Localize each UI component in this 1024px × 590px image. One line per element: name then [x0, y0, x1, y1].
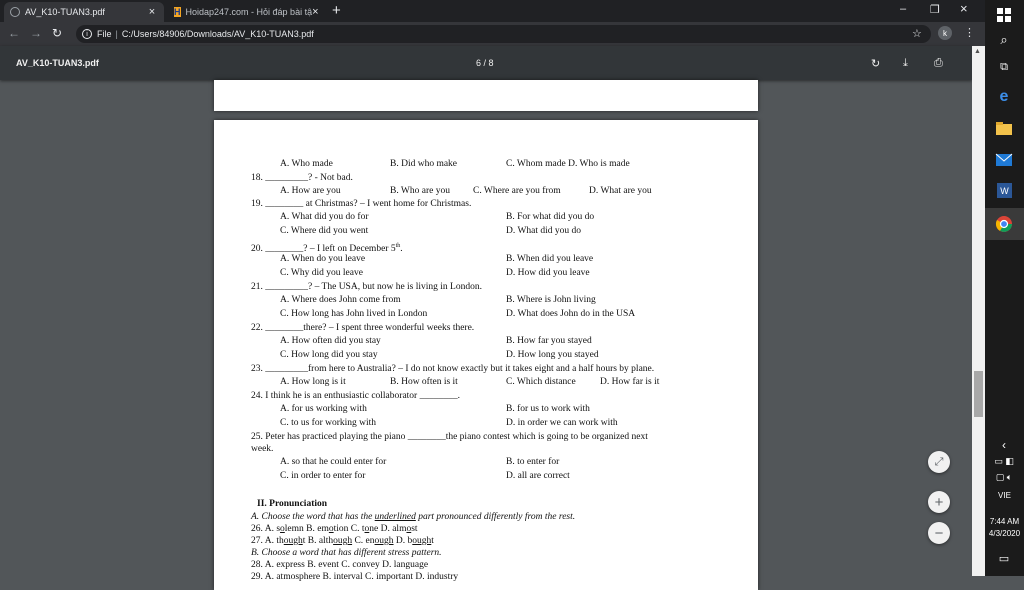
text-run: B. Where is John living	[506, 295, 596, 305]
pdf-title: AV_K10-TUAN3.pdf	[16, 58, 99, 68]
back-icon[interactable]: ←	[8, 26, 20, 40]
url-path: C:/Users/84906/Downloads/AV_K10-TUAN3.pdf	[121, 29, 314, 39]
text-run: 19. ________ at Christmas? – I went home for Christmas.	[251, 199, 472, 209]
document-line	[251, 535, 434, 547]
text-run: .	[400, 244, 403, 255]
window-close-icon[interactable]: ×	[960, 1, 968, 16]
url-scheme: File	[97, 29, 112, 39]
text-run: B. Who are you	[390, 186, 450, 196]
chevron-up-icon[interactable]: ‹	[1002, 438, 1006, 452]
text-run: C. Whom made D. Who is made	[506, 159, 630, 169]
document-line	[280, 308, 427, 320]
text-run: 26. A. s	[251, 524, 281, 534]
text-run: C. Why did you leave	[280, 268, 363, 278]
windows-taskbar	[985, 0, 1024, 576]
document-line	[251, 547, 442, 559]
text-run: C. Where are you from	[473, 186, 561, 196]
text-run: 27. A. th	[251, 536, 284, 546]
notification-icon[interactable]: ▭	[998, 552, 1010, 565]
text-run: B. Choose a word that has different stress pattern.	[251, 548, 442, 558]
text-run: A. Who made	[280, 159, 333, 169]
text-run: week.	[251, 444, 274, 454]
text-run: D. in order we can work with	[506, 418, 618, 428]
text-run: ne D. alm	[369, 524, 407, 534]
document-line	[390, 185, 450, 197]
text-run: underlined	[374, 512, 416, 522]
document-line	[251, 198, 471, 210]
text-run: D. How long you stayed	[506, 350, 599, 360]
text-run: t B. alth	[302, 536, 334, 546]
text-run: C. How long has John lived in London	[280, 309, 428, 319]
text-run: D. b	[393, 536, 413, 546]
document-line	[280, 253, 365, 265]
volume-icon[interactable]: ▢ 🔈︎	[995, 471, 1013, 482]
text-run: B. For what did you do	[506, 212, 595, 222]
tab-strip	[0, 0, 985, 22]
zoom-out-button[interactable]: −	[928, 522, 950, 544]
document-line	[506, 211, 594, 223]
restore-icon[interactable]: ❐	[930, 4, 940, 16]
file-explorer-icon[interactable]	[994, 118, 1014, 138]
clock-date[interactable]: 4/3/2020	[988, 529, 1021, 538]
search-icon[interactable]: ⌕	[1000, 32, 1008, 47]
document-line	[251, 443, 273, 455]
text-run: st	[411, 524, 418, 534]
document-line	[506, 470, 570, 482]
text-run: A. What did you do for	[280, 212, 369, 222]
text-run: C. in order to enter for	[280, 471, 366, 481]
text-run: o	[280, 524, 285, 534]
text-run: 22. ________there? – I spent three wonderful weeks there.	[251, 323, 475, 333]
document-line	[280, 158, 333, 170]
document-line	[506, 225, 581, 237]
text-run: B. How far you stayed	[506, 336, 592, 346]
text-run: D. What did you do	[506, 226, 582, 236]
text-run: B. How often is it	[390, 377, 458, 387]
text-run: C. to us for working with	[280, 418, 377, 428]
text-run: th	[395, 243, 401, 249]
edge-icon[interactable]: e	[999, 88, 1009, 105]
text-run: D. all are correct	[506, 471, 570, 481]
text-run: C. Where did you went	[280, 226, 369, 236]
text-run: A. Where does John come from	[280, 295, 401, 305]
document-line	[251, 172, 353, 184]
new-tab-button[interactable]: +	[332, 2, 341, 19]
text-run: ough	[333, 536, 353, 546]
text-run: ough	[412, 536, 432, 546]
text-run: o	[328, 524, 334, 534]
print-icon[interactable]: ⎙	[934, 57, 943, 69]
scrollbar-thumb[interactable]	[974, 371, 983, 417]
text-run: A. so that he could enter for	[280, 457, 387, 467]
document-line	[506, 376, 576, 388]
text-run: D. What does John do in the USA	[506, 309, 636, 319]
document-line	[506, 349, 599, 361]
document-line	[280, 335, 381, 347]
text-run: 24. I think he is an enthusiastic collaborator ________.	[251, 391, 460, 401]
text-run: ough	[283, 536, 303, 546]
document-line	[506, 308, 635, 320]
text-run: B. for us to work with	[506, 404, 590, 414]
windows-start-icon[interactable]	[994, 5, 1014, 25]
chrome-icon[interactable]	[994, 214, 1014, 234]
text-run: 25. Peter has practiced playing the piano ________the piano contest which is going to be organized next	[251, 432, 648, 442]
text-run: 21. _________? – The USA, but now he is living in London.	[251, 282, 482, 292]
text-run: tion C. t	[333, 524, 365, 534]
tab-pdf[interactable]	[4, 2, 164, 22]
text-run: B. When did you leave	[506, 254, 594, 264]
document-line	[390, 376, 458, 388]
tab-title: AV_K10-TUAN3.pdf	[25, 7, 105, 17]
clock-time[interactable]: 7:44 AM	[989, 517, 1020, 526]
language-indicator[interactable]: VIE	[998, 491, 1011, 500]
document-line	[251, 523, 418, 535]
text-run: A. How are you	[280, 186, 341, 196]
document-line	[506, 253, 593, 265]
text-run: II. Pronunciation	[257, 499, 328, 509]
text-run: C. en	[352, 536, 375, 546]
document-line	[251, 431, 648, 443]
text-run: A. How long is it	[280, 377, 346, 387]
minimize-icon[interactable]: –	[900, 3, 907, 15]
info-icon[interactable]: i	[82, 29, 92, 39]
document-line	[280, 417, 376, 429]
document-line	[506, 294, 596, 306]
text-run: B. to enter for	[506, 457, 560, 467]
pdf-page	[214, 120, 758, 590]
text-run: lemn B. em	[284, 524, 329, 534]
tab-title: Hoidap247.com - Hỏi đáp bài tậ	[185, 7, 313, 17]
text-run: C. Which distance	[506, 377, 576, 387]
document-line	[280, 349, 378, 361]
profile-avatar[interactable]: k	[938, 26, 952, 40]
battery-network-icon[interactable]: ▭ ◧	[994, 455, 1014, 466]
bookmark-star-icon[interactable]: ☆	[912, 28, 922, 40]
zoom-in-button[interactable]: +	[928, 491, 950, 513]
document-line	[251, 511, 575, 523]
text-run: A. for us working with	[280, 404, 367, 414]
document-line	[390, 158, 457, 170]
text-run: part pronounced differently from the rest.	[415, 512, 576, 522]
reload-icon[interactable]: ↻	[52, 26, 63, 40]
document-line	[251, 363, 654, 375]
document-line	[506, 335, 592, 347]
document-line	[251, 571, 458, 583]
text-run: 23. _________from here to Australia? – I do not know exactly but it takes eight and a half hours by plane.	[251, 364, 655, 374]
word-icon[interactable]	[994, 180, 1014, 200]
document-line	[257, 498, 327, 510]
document-line	[280, 376, 346, 388]
document-line	[251, 559, 428, 571]
text-run: D. How did you leave	[506, 268, 590, 278]
document-line	[280, 294, 401, 306]
text-run: A. Choose the word that has the	[251, 512, 375, 522]
close-tab-icon[interactable]: ×	[148, 6, 156, 18]
text-run: C. How long did you stay	[280, 350, 378, 360]
text-run: D. What are you	[589, 186, 652, 196]
text-run: A. When do you leave	[280, 254, 366, 264]
document-line	[280, 225, 368, 237]
text-run: o	[406, 524, 412, 534]
pdf-toolbar	[0, 46, 972, 80]
address-bar[interactable]: i File | C:/Users/84906/Downloads/AV_K10-TUAN3.pdf	[76, 25, 931, 43]
text-run: D. How far is it	[600, 377, 660, 387]
document-line	[251, 281, 482, 293]
vertical-scrollbar[interactable]	[972, 46, 985, 576]
page-indicator: 6 / 8	[476, 58, 494, 68]
document-line	[506, 158, 630, 170]
pdf-page-previous	[214, 80, 758, 111]
forward-icon[interactable]: →	[30, 26, 42, 40]
menu-kebab-icon[interactable]: ⋮	[964, 27, 975, 39]
tab-hoidap[interactable]	[168, 2, 324, 22]
close-tab-icon[interactable]: ×	[312, 6, 319, 18]
text-run: 18. _________? - Not bad.	[251, 173, 353, 183]
text-run: A. How often did you stay	[280, 336, 381, 346]
text-run: 20. ________? – I left on December 5	[251, 244, 396, 255]
download-icon[interactable]: ⤓	[903, 57, 908, 69]
hoidap-logo-icon: H	[174, 7, 181, 17]
document-line	[280, 211, 368, 223]
mail-icon[interactable]	[994, 150, 1014, 170]
document-line	[600, 376, 659, 388]
document-line	[280, 456, 386, 468]
text-run: ough	[374, 536, 394, 546]
document-line	[280, 267, 363, 279]
document-line	[251, 390, 460, 402]
rotate-icon[interactable]: ↻	[871, 58, 881, 70]
svg-text:W: W	[999, 185, 1009, 196]
document-line	[506, 267, 590, 279]
document-line	[506, 456, 559, 468]
document-line	[506, 403, 590, 415]
fit-page-button[interactable]: ⤢	[928, 451, 950, 473]
browser-toolbar	[0, 22, 985, 46]
document-line	[280, 470, 365, 482]
document-line	[280, 403, 367, 415]
text-run: 29. A. atmosphere B. interval C. important D. industry	[251, 572, 459, 582]
text-run: 28. A. express B. event C. convey D. language	[251, 560, 429, 570]
text-run: t	[431, 536, 434, 546]
scroll-up-icon[interactable]: ▲	[974, 48, 981, 55]
text-run: o	[364, 524, 370, 534]
globe-icon	[10, 7, 20, 17]
document-line	[473, 185, 561, 197]
document-line	[589, 185, 652, 197]
text-run: B. Did who make	[390, 159, 458, 169]
document-line	[251, 322, 474, 334]
task-view-icon[interactable]: ⧉	[1000, 60, 1008, 73]
document-line	[280, 185, 341, 197]
document-line	[506, 417, 618, 429]
